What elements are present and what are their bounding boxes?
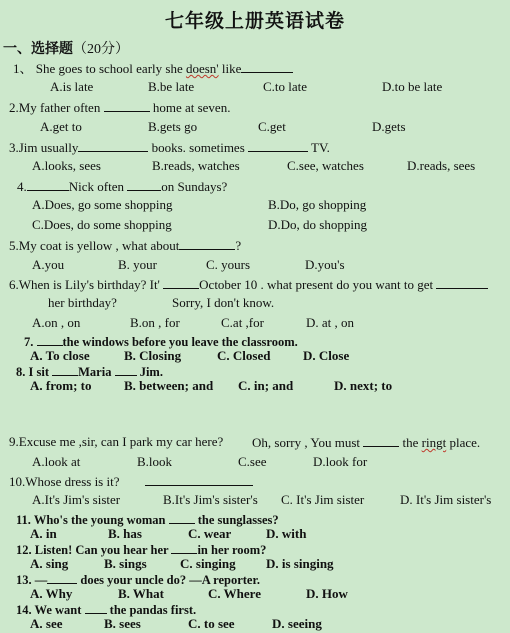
q7-option-c: C. Closed [217,348,271,363]
q12-option-a: A. sing [30,556,69,571]
q8-option-a: A. from; to [30,378,92,393]
q11-option-c: C. wear [188,526,232,541]
answer-blank [27,178,69,191]
q6-option-a: A.on , on [32,315,81,330]
q2-option-b: B.gets go [148,119,198,134]
answer-blank [52,363,78,376]
question-12: 12. Listen! Can you hear her in her room? [16,543,267,557]
question-4: 4. Nick often on Sundays? [17,179,228,194]
q14-option-a: A. see [30,616,63,631]
question-9: 9.Excuse me ,sir, can I park my car here? [9,434,224,449]
q11-option-d: D. with [266,526,307,541]
q6-option-c: C.at ,for [221,315,264,330]
q3-option-b: B.reads, watches [152,158,240,173]
answer-blank [104,99,150,112]
question-2: 2.My father often home at seven. [9,100,231,115]
q12-option-c: C. singing [180,556,236,571]
q3-option-a: A.looks, sees [32,158,101,173]
q13-option-c: C. Where [208,586,261,601]
section-label: 一、选择题 [3,41,73,57]
answer-blank [127,178,161,191]
answer-blank [78,139,148,152]
question-6-line2: her birthday? [48,295,117,310]
q1-option-b: B.be late [148,79,195,94]
q8-option-b: B. between; and [124,378,214,393]
question-10: 10.Whose dress is it? [9,473,253,490]
question-13: 13. — does your uncle do? —A reporter. [16,573,261,587]
question-14: 14. We want the pandas first. [16,603,197,617]
answer-blank [145,473,253,486]
q3-option-c: C.see, watches [287,158,364,173]
q1-option-c: C.to late [263,79,308,94]
section-points: （20分） [73,42,129,57]
q2-option-c: C.get [258,119,286,134]
q5-option-c: C. yours [206,257,251,272]
question-9-reply: Oh, sorry , You must the ringt place. [252,435,481,450]
q8-option-c: C. in; and [238,378,294,393]
q8-option-d: D. next; to [334,378,393,393]
question-3: 3.Jim usually books. sometimes TV. [9,140,330,155]
q7-option-b: B. Closing [124,348,182,363]
q1-option-d: D.to be late [382,79,443,94]
q9-option-d: D.look for [313,454,368,469]
q7-option-a: A. To close [30,348,90,363]
q12-option-b: B. sings [104,556,147,571]
q10-option-a: A.It's Jim's sister [32,492,121,507]
answer-blank [47,571,77,584]
q13-option-a: A. Why [30,586,73,601]
q2-option-d: D.gets [372,119,406,134]
answer-blank [171,541,197,554]
question-11: 11. Who's the young woman the sunglasses? [16,513,279,527]
q9-option-b: B.look [137,454,173,469]
q13-option-d: D. How [306,586,348,601]
q14-option-d: D. seeing [272,616,322,631]
question-7: 7. the windows before you leave the classroom. [24,335,298,349]
q5-option-d: D.you's [305,257,345,272]
answer-blank [363,434,399,447]
q2-option-a: A.get to [40,119,82,134]
question-8: 8. I sit Maria Jim. [16,365,163,379]
q5-option-a: A.you [32,257,65,272]
answer-blank [85,601,107,614]
q13-option-b: B. What [118,586,164,601]
q14-option-c: C. to see [188,616,235,631]
question-6-reply: Sorry, I don't know. [172,295,275,310]
section-heading [3,38,129,58]
q11-option-a: A. in [30,526,57,541]
question-1: 1、 She goes to school early she doesn' like [13,60,293,77]
answer-blank [179,237,235,250]
question-5: 5.My coat is yellow , what about ? [9,238,242,253]
answer-blank [163,276,199,289]
answer-blank [436,276,488,289]
answer-blank [37,333,63,346]
q9-option-c: C.see [238,454,267,469]
question-6: 6.When is Lily's birthday? It' October 10 . what present do you want to get [9,276,488,293]
q11-option-b: B. has [108,526,142,541]
answer-blank [248,139,308,152]
page-title: 七年级上册英语试卷 [164,10,345,32]
q6-option-b: B.on , for [130,315,180,330]
q4-option-d: D.Do, do shopping [268,217,367,232]
q4-option-c: C.Does, do some shopping [32,217,172,232]
q1-option-a: A.is late [50,79,94,94]
q7-option-d: D. Close [303,348,350,363]
answer-blank [241,60,293,73]
q6-option-d: D. at , on [306,315,355,330]
q10-option-c: C. It's Jim sister [281,492,365,507]
q3-option-d: D.reads, sees [407,158,476,173]
q14-option-b: B. sees [104,616,141,631]
q10-option-b: B.It's Jim's sister's [163,492,258,507]
q4-option-a: A.Does, go some shopping [32,197,173,212]
q4-option-b: B.Do, go shopping [268,197,367,212]
answer-blank [115,363,137,376]
q12-option-d: D. is singing [266,556,334,571]
q9-option-a: A.look at [32,454,81,469]
answer-blank [169,511,195,524]
q5-option-b: B. your [118,257,157,272]
q10-option-d: D. It's Jim sister's [400,492,492,507]
